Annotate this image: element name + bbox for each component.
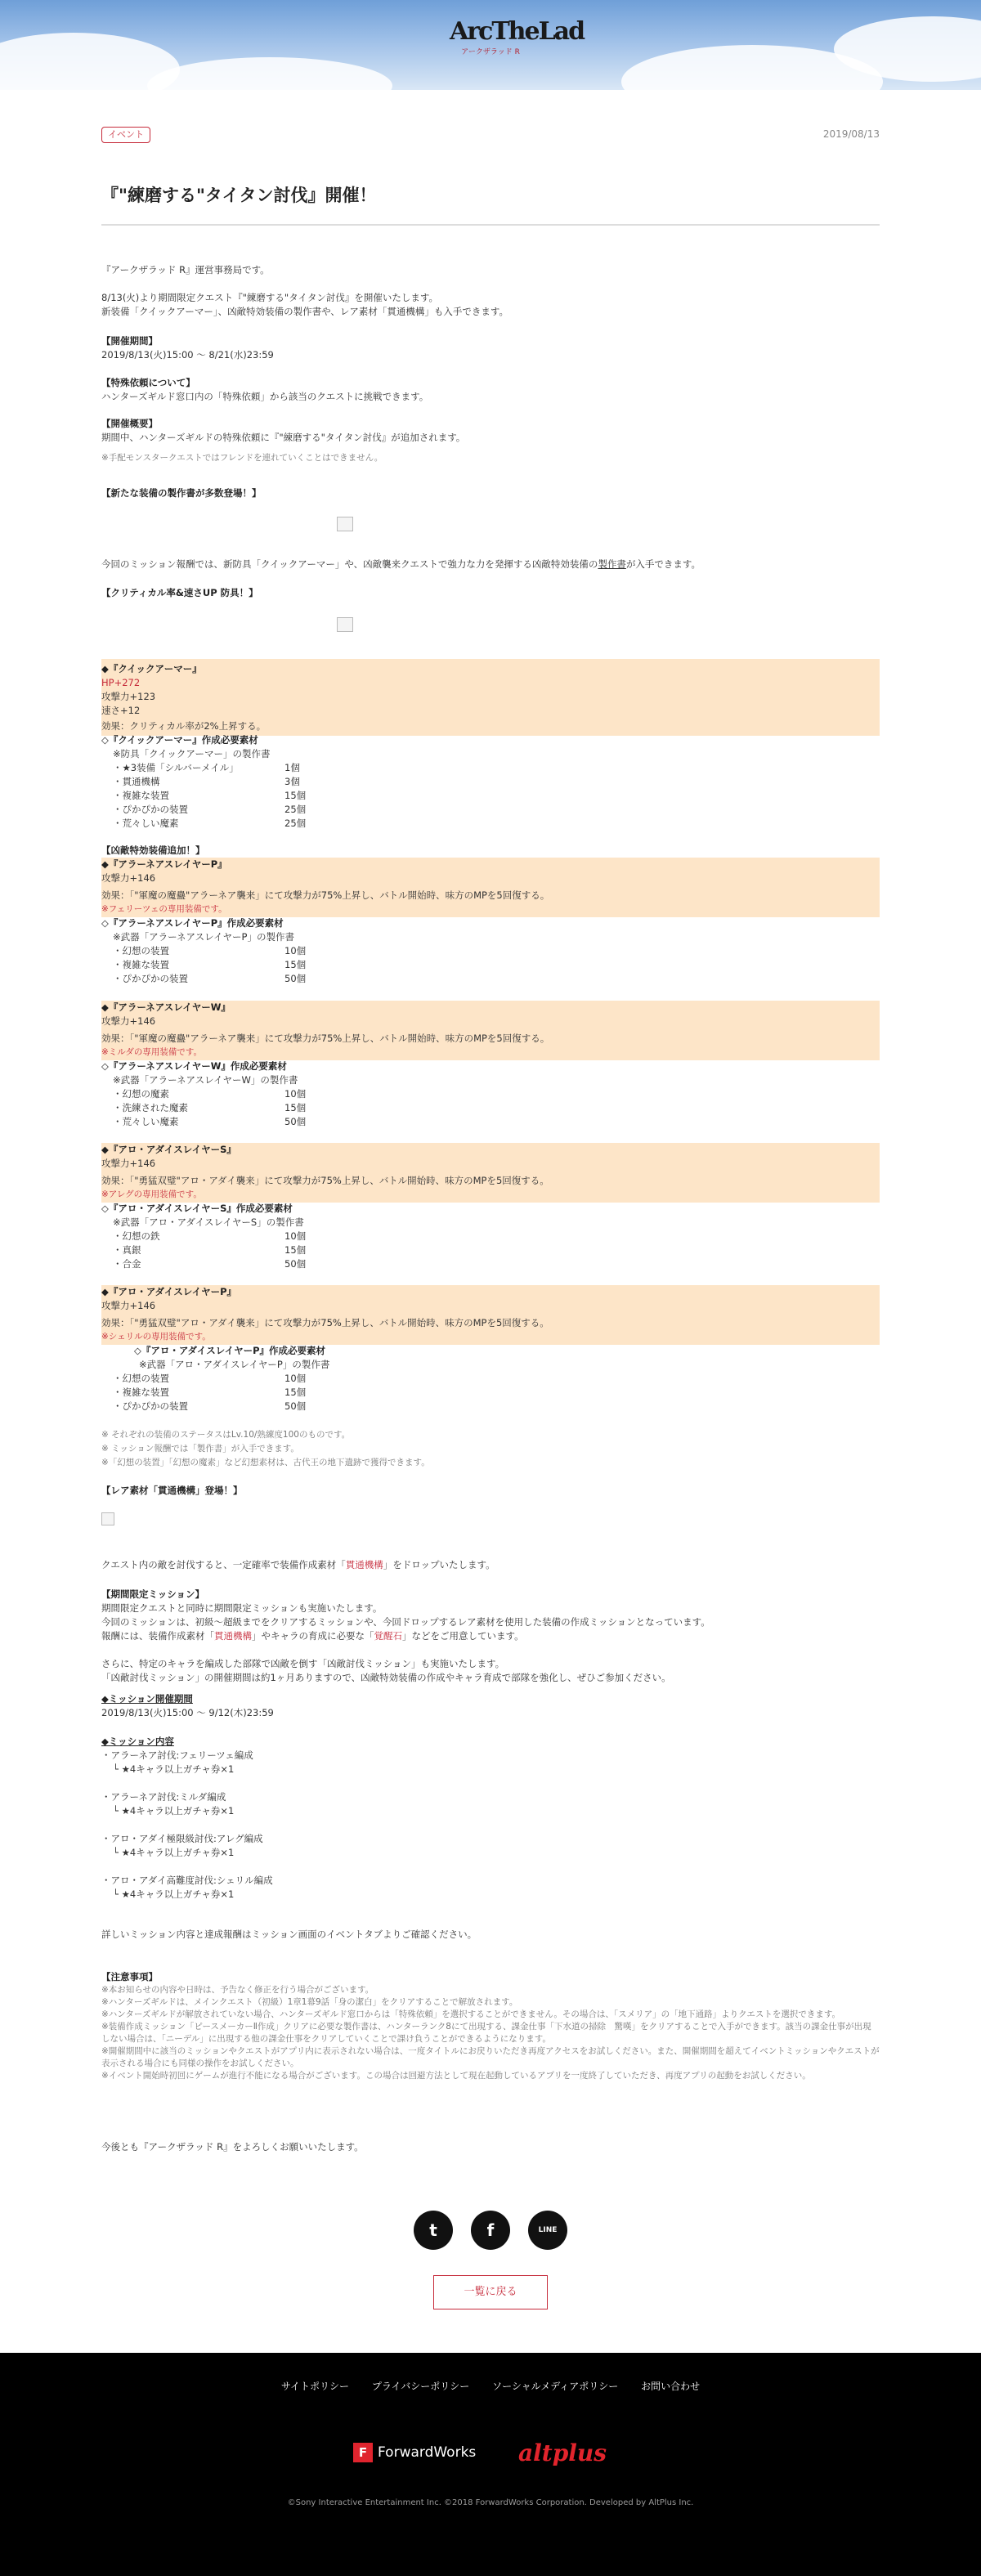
- caution-line: ※イベント開始時初回にゲームが進行不能になる場合がございます。この場合は回避方法として現在起動しているアプリを一度終了していただき、再度アプリの起動をお試しください。: [101, 2071, 811, 2081]
- req-sub: ※武器「アラーネアスレイヤーW」の製作書: [113, 1074, 298, 1086]
- material-name: ・複雑な装置: [113, 1387, 169, 1398]
- copyright: ©Sony Interactive Entertainment Inc. ©2018 ForwardWorks Corporation. Developed by AltPlus Inc.: [287, 2498, 694, 2507]
- altplus-logo[interactable]: altplus: [518, 2439, 607, 2466]
- overview-value: 期間中、ハンターズギルドの特殊依頼に『"練磨する"タイタン討伐』が追加されます。: [101, 432, 466, 443]
- facebook-icon: f: [486, 2220, 495, 2240]
- mission-item: ・アラーネア討伐:フェリーツェ編成: [101, 1749, 253, 1761]
- material-row: [101, 1115, 880, 1129]
- forwardworks-mark-icon: F: [353, 2443, 373, 2462]
- item-effect: 効果：クリティカル率が2%上昇する。: [101, 720, 267, 732]
- material-qty: 15個: [284, 790, 307, 801]
- material-row: [101, 1230, 880, 1243]
- back-to-list-button[interactable]: 一覧に戻る: [433, 2275, 548, 2309]
- material-qty: 15個: [284, 1102, 307, 1113]
- subsection-heading: ◆ミッション内容: [101, 1736, 174, 1747]
- detail-note: 詳しいミッション内容と達成報酬はミッション画面のイベントタブよりご確認ください。: [101, 1929, 477, 1940]
- material-qty: 15個: [284, 959, 307, 970]
- item-stat: 速さ+12: [101, 705, 141, 716]
- line-share-button[interactable]: [528, 2211, 567, 2250]
- material-name: ・複雑な装置: [113, 790, 169, 801]
- footer-link-contact[interactable]: お問い合わせ: [641, 2381, 701, 2392]
- section-heading: 【凶敵特効装備追加！】: [101, 844, 205, 856]
- article-meta: [101, 127, 880, 145]
- caution-list: [101, 1984, 880, 2082]
- weapon-block: [101, 1285, 880, 1413]
- footer-link-privacy-policy[interactable]: プライバシーポリシー: [371, 2381, 470, 2392]
- caution-line: ※ハンターズギルドは、メインクエスト（初級）1章1幕9話「身の潔白」をクリアすることで解放されます。: [101, 1997, 518, 2007]
- weapon-block: [101, 858, 880, 986]
- quick-armor-block: [101, 662, 880, 831]
- footer-link-social-media-policy[interactable]: ソーシャルメディアポリシー: [492, 2381, 619, 2392]
- broken-image-icon: [101, 1512, 114, 1525]
- period-value: 2019/8/13(火)15:00 〜 8/21(水)23:59: [101, 349, 274, 361]
- post-date: 2019/08/13: [822, 128, 880, 140]
- req-heading: ◇『アラーネアスレイヤーW』作成必要素材: [101, 1060, 287, 1072]
- material-qty: 50個: [284, 1258, 307, 1270]
- subsection-heading: ◆ミッション開催期間: [101, 1693, 193, 1705]
- mission-line: 「凶敵討伐ミッション」の開催期間は約1ヶ月ありますので、凶敵特効装備の作成やキャラ育成で部隊を強化し、ぜひご参加ください。: [101, 1672, 671, 1683]
- section-heading: 【開催概要】: [101, 418, 158, 429]
- material-qty: 15個: [284, 1244, 307, 1256]
- req-sub: ※武器「アラーネアスレイヤーP」の製作書: [113, 931, 294, 943]
- company-logos: [0, 2439, 981, 2472]
- mission-reward: └ ★4キャラ以上ガチャ券×1: [113, 1847, 235, 1858]
- mission-line: 報酬には、装備作成素材「: [101, 1630, 214, 1642]
- item-effect: 効果：「"軍魔の魔蠱"アラーネア襲来」にて攻撃力が75%上昇し、バトル開始時、味方のMPを5回復する。: [101, 1033, 550, 1044]
- material-qty: 10個: [284, 1230, 307, 1242]
- section-heading: 【レア素材「貫通機構」登場！】: [101, 1485, 243, 1496]
- mission-content: [101, 1735, 880, 1902]
- overview-note: ※手配モンスタークエストではフレンドを連れていくことはできません。: [101, 453, 383, 463]
- mission-item: ・アラーネア討伐:ミルダ編成: [101, 1791, 226, 1803]
- req-sub: ※防具「クイックアーマー」の製作書: [113, 748, 271, 759]
- material-row: [101, 817, 880, 831]
- material-name: ・幻想の装置: [113, 945, 169, 956]
- enemy-gear-heading-block: [101, 844, 880, 858]
- material-row: [101, 1243, 880, 1257]
- material-qty: 10個: [284, 1373, 307, 1384]
- broken-image-icon: [337, 617, 353, 632]
- item-note: ※ミルダの専用装備です。: [101, 1047, 203, 1057]
- mission-red-text: 覚醒石: [374, 1630, 402, 1642]
- material-qty: 50個: [284, 973, 307, 984]
- overview-section: [101, 417, 880, 465]
- material-name: ・幻想の装置: [113, 1373, 169, 1384]
- special-value: ハンターズギルド窓口内の「特殊依頼」から該当のクエストに挑戦できます。: [101, 391, 429, 402]
- rare-heading-block: [101, 1484, 880, 1498]
- section-heading: 【特殊依頼について】: [101, 377, 195, 388]
- material-name: ・荒々しい魔素: [113, 1116, 179, 1127]
- material-qty: 25個: [284, 804, 307, 815]
- mission-reward: └ ★4キャラ以上ガチャ券×1: [113, 1763, 235, 1775]
- material-row: [101, 944, 880, 958]
- item-name: ◆『アロ・アダイスレイヤーP』: [101, 1286, 237, 1297]
- req-sub: ※武器「アロ・アダイスレイヤーS」の製作書: [113, 1216, 304, 1228]
- material-name: ・荒々しい魔素: [113, 818, 179, 829]
- section-heading: 【期間限定ミッション】: [101, 1588, 205, 1600]
- intro-line: 8/13(火)より期間限定クエスト『"練磨する"タイタン討伐』を開催いたします。: [101, 292, 438, 303]
- mission-reward: └ ★4キャラ以上ガチャ券×1: [113, 1805, 235, 1817]
- gear-note: ※ それぞれの装備のステータスはLv.10/熟練度100のものです。: [101, 1430, 351, 1440]
- game-logo[interactable]: [450, 7, 585, 83]
- material-name: ・幻想の鉄: [113, 1230, 160, 1242]
- newgear-text-end: が入手できます。: [625, 558, 701, 570]
- special-section: [101, 376, 880, 404]
- material-row: [101, 1101, 880, 1115]
- newgear-heading-block: [101, 486, 880, 500]
- caution-line: ※開催期間中に該当のミッションやクエストがアプリ内に表示されない場合は、一度タイトルにお戻りいただき再度アクセスをお試しください。また、開催期間を超えてイベントミッションやクエストが表示される場合にも同様の操作をお試しください。: [101, 2046, 880, 2068]
- critical-heading-block: [101, 586, 880, 600]
- item-name: ◆『クイックアーマー』: [101, 663, 202, 674]
- rare-text-end: 」をドロップいたします。: [383, 1559, 495, 1570]
- broken-image-icon: [337, 517, 353, 531]
- mission-line: 今回のミッションは、初級〜超級までをクリアするミッションや、今回ドロップするレア素材を使用した装備の作成ミッションとなっています。: [101, 1616, 710, 1628]
- mission-section: [101, 1588, 880, 1685]
- line-icon: LINE: [538, 2226, 558, 2234]
- material-row: [101, 1372, 880, 1386]
- item-stat: 攻撃力+146: [101, 872, 156, 884]
- material-name: ・真銀: [113, 1244, 141, 1256]
- intro: [101, 263, 880, 319]
- cloud-decoration: [147, 57, 392, 90]
- material-qty: 3個: [284, 776, 300, 787]
- req-heading: ◇『アロ・アダイスレイヤーS』作成必要素材: [101, 1203, 293, 1214]
- material-row: [101, 803, 880, 817]
- title-divider: [101, 224, 880, 226]
- item-effect: 効果：「"勇猛双璧"アロ・アダイ襲来」にて攻撃力が75%上昇し、バトル開始時、味方のMPを5回復する。: [101, 1175, 549, 1186]
- item-name: ◆『アロ・アダイスレイヤーS』: [101, 1144, 236, 1155]
- forwardworks-logo[interactable]: [353, 2443, 476, 2462]
- forwardworks-logo-text: ForwardWorks: [378, 2444, 477, 2461]
- weapon-block: [101, 1001, 880, 1129]
- caution-section: [101, 1970, 880, 2082]
- mission-item: ・アロ・アダイ極限級討伐:アレグ編成: [101, 1833, 263, 1844]
- section-heading: 【注意事項】: [101, 1971, 158, 1982]
- material-name: ・複雑な装置: [113, 959, 169, 970]
- mission-line-mid: 」やキャラの育成に必要な「: [252, 1630, 374, 1642]
- item-note: ※フェリーツェの専用装備です。: [101, 904, 227, 914]
- page-title: 『"練磨する"タイタン討伐』開催！: [101, 186, 377, 205]
- mission-line: さらに、特定のキャラを編成した部隊で凶敵を倒す「凶敵討伐ミッション」も実施いたします。: [101, 1658, 505, 1669]
- material-qty: 25個: [284, 818, 307, 829]
- caution-line: ※ハンターズギルドが解放されていない場合、ハンターズギルド窓口からは「特殊依頼」を選択することができません。その場合は、「スメリア」の「地下通路」よりクエストを選択できます。: [101, 2009, 841, 2019]
- material-name: ・貫通機構: [113, 776, 160, 787]
- gear-note: ※ ミッション報酬では「製作書」が入手できます。: [101, 1444, 299, 1454]
- footer-link-site-policy[interactable]: サイトポリシー: [280, 2381, 350, 2392]
- material-row: [101, 789, 880, 803]
- item-stat: 攻撃力+146: [101, 1015, 156, 1027]
- greeting: 『アークザラッド R』運営事務局です。: [101, 264, 270, 276]
- item-stat: 攻撃力+146: [101, 1158, 156, 1169]
- gear-note: ※「幻想の装置」「幻想の魔素」など幻想素材は、古代王の地下遺跡で獲得できます。: [101, 1458, 430, 1467]
- item-stat: 攻撃力+123: [101, 691, 156, 702]
- req-heading: ◇『クイックアーマー』作成必要素材: [101, 734, 258, 746]
- material-row: [101, 1386, 880, 1400]
- material-row: [101, 1257, 880, 1271]
- closing-text: 今後とも『アークザラッド R』をよろしくお願いいたします。: [101, 2141, 364, 2153]
- site-footer: [0, 2353, 981, 2576]
- material-row: [101, 775, 880, 789]
- rare-desc: [101, 1558, 880, 1572]
- weapon-block: [101, 1143, 880, 1271]
- recipe-link[interactable]: 製作書: [598, 558, 626, 570]
- item-effect: 効果：「"勇猛双璧"アロ・アダイ襲来」にて攻撃力が75%上昇し、バトル開始時、味方のMPを5回復する。: [101, 1317, 549, 1328]
- section-heading: 【新たな装備の製作書が多数登場！】: [101, 487, 262, 499]
- material-name: ・★3装備「シルバーメイル」: [113, 762, 239, 773]
- rare-text: クエスト内の敵を討伐すると、一定確率で装備作成素材「: [101, 1559, 346, 1570]
- item-note: ※アレグの専用装備です。: [101, 1189, 202, 1199]
- caution-line: ※本お知らせの内容や日時は、予告なく修正を行う場合がございます。: [101, 1985, 374, 1995]
- material-name: ・ぴかぴかの装置: [113, 1400, 188, 1412]
- material-qty: 10個: [284, 945, 307, 956]
- material-qty: 1個: [284, 762, 300, 773]
- rare-material-name: 貫通機構: [345, 1559, 383, 1570]
- logo-text: ArcTheLad: [450, 17, 585, 46]
- gear-notes: [101, 1428, 880, 1470]
- category-tag: イベント: [101, 127, 150, 143]
- newgear-desc: [101, 558, 880, 571]
- material-qty: 15個: [284, 1387, 307, 1398]
- material-name: ・ぴかぴかの装置: [113, 804, 188, 815]
- twitter-share-button[interactable]: [414, 2211, 453, 2250]
- period-section: [101, 334, 880, 362]
- material-row: [101, 972, 880, 986]
- mission-period-value: 2019/8/13(火)15:00 〜 9/12(木)23:59: [101, 1707, 274, 1718]
- intro-line: 新装備「クイックアーマー」、凶敵特効装備の製作書や、レア素材「貫通機構」も入手できます。: [101, 306, 508, 317]
- material-row: [101, 1400, 880, 1413]
- material-qty: 50個: [284, 1116, 307, 1127]
- req-heading: ◇『アラーネアスレイヤーP』作成必要素材: [101, 917, 284, 929]
- caution-line: ※装備作成ミッション「ピースメーカーⅡ作成」クリアに必要な製作書は、ハンターランク8にて出現する、課金仕事「下水道の掃除 驚嘆」をクリアすることで入手ができます。該当の課金仕事が出現しない場合は、「ニーデル」に出現する他の課金仕事をクリアしていくことで課け負うことができるようになります。: [101, 2022, 871, 2044]
- material-name: ・幻想の魔素: [113, 1088, 169, 1100]
- closing-block: [101, 2140, 880, 2154]
- material-row: [101, 958, 880, 972]
- mission-item: ・アロ・アダイ高難度討伐:シェリル編成: [101, 1875, 273, 1886]
- item-effect: 効果：「"軍魔の魔蠱"アラーネア襲来」にて攻撃力が75%上昇し、バトル開始時、味方のMPを5回復する。: [101, 889, 550, 901]
- newgear-text: 今回のミッション報酬では、新防具「クイックアーマー」や、凶敵襲来クエストで強力な力を発揮する凶敵特効装備の: [101, 558, 598, 570]
- material-name: ・洗練された魔素: [113, 1102, 188, 1113]
- section-heading: 【開催期間】: [101, 335, 158, 347]
- mission-line: 期間限定クエストと同時に期間限定ミッションも実施いたします。: [101, 1602, 383, 1614]
- footer-nav: [0, 2379, 981, 2393]
- material-list: [101, 761, 880, 831]
- facebook-share-button[interactable]: [471, 2211, 510, 2250]
- item-note: ※シェリルの専用装備です。: [101, 1332, 211, 1342]
- item-stat: 攻撃力+146: [101, 1300, 156, 1311]
- mission-red-text: 貫通機構: [214, 1630, 252, 1642]
- logo-subtitle: アークザラッド R: [461, 48, 520, 56]
- material-qty: 10個: [284, 1088, 307, 1100]
- mission-line-end: 」などをご用意しています。: [402, 1630, 524, 1642]
- item-name: ◆『アラーネアスレイヤーP』: [101, 858, 227, 870]
- req-sub: ※武器「アロ・アダイスレイヤーP」の製作書: [139, 1359, 330, 1370]
- req-heading: ◇『アロ・アダイスレイヤーP』作成必要素材: [134, 1345, 326, 1356]
- item-name: ◆『アラーネアスレイヤーW』: [101, 1001, 231, 1013]
- mission-period: [101, 1692, 880, 1720]
- twitter-icon: t: [429, 2220, 437, 2240]
- section-heading: 【クリティカル率&速さUP 防具！】: [101, 587, 258, 598]
- item-stat: HP+272: [101, 677, 141, 688]
- detail-note-block: [101, 1928, 880, 1942]
- mission-reward: └ ★4キャラ以上ガチャ券×1: [113, 1888, 235, 1900]
- share-buttons: [414, 2211, 567, 2251]
- material-name: ・ぴかぴかの装置: [113, 973, 188, 984]
- material-row: [101, 1087, 880, 1101]
- site-header: [0, 0, 981, 90]
- material-row: [101, 761, 880, 775]
- material-qty: 50個: [284, 1400, 307, 1412]
- material-name: ・合金: [113, 1258, 141, 1270]
